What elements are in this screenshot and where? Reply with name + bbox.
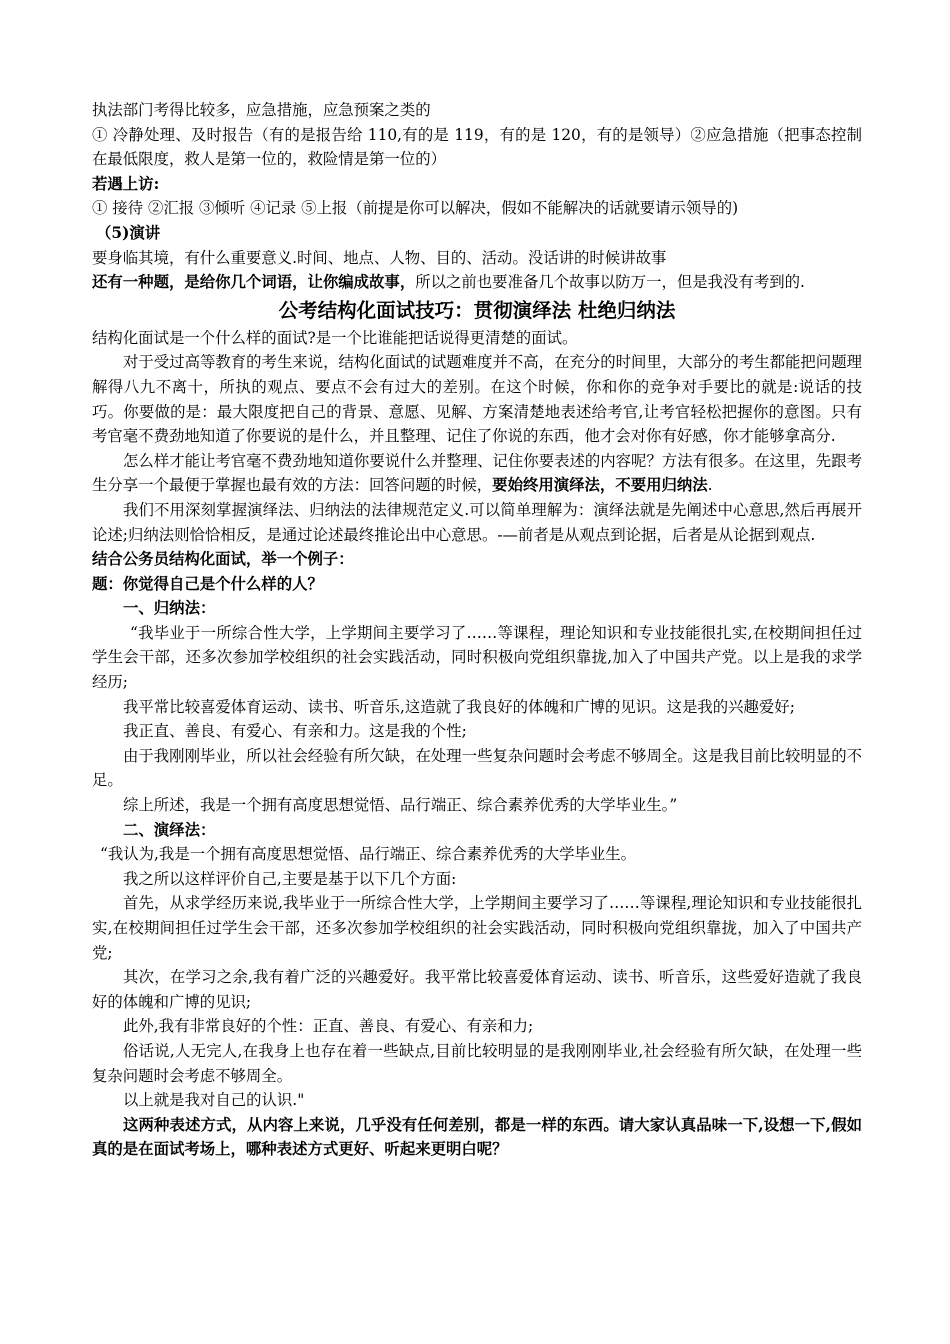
inductive-paragraph-3: 我正直、善良、有爱心、有亲和力。这是我的个性; [123,722,467,741]
deductive-heading: 二、演绎法： [123,820,216,839]
story-rest: 所以之前也要准备几个故事以防万一，但是我没有考到的. [415,273,805,292]
visit-heading: 若遇上访: [92,174,160,193]
deductive-paragraph-7: 以上就是我对自己的认识." [123,1091,305,1110]
document-page [92,98,862,1162]
article-title: 公考结构化面试技巧：贯彻演绎法 杜绝归纳法 [278,298,676,322]
deductive-paragraph-2: 我之所以这样评价自己,主要是基于以下几个方面: [123,869,457,888]
story-paragraph [92,270,862,295]
conclusion: 这两种表述方式，从内容上来说，几乎没有任何差别，都是一样的东西。请大家认真品味一下,设想一下,假如真的是在面试考场上，哪种表述方式更好、听起来更明白呢？ [92,1115,862,1159]
article-paragraph-1: 对于受过高等教育的考生来说，结构化面试的试题难度并不高，在充分的时间里，大部分的考生都能把问题理解得八九不离十，所执的观点、要点不会有过大的差别。在这个时候，你和你的竞争对手要比的就是:说话的技巧。你要做的是：最大限度把自己的背景、意愿、见解、方案清楚地表述给考官,让考官轻松把握你的意图。只有考官毫不费劲地知道了你要说的是什么，并且整理、记住了你说的东西，他才会对你有好感，你才能够拿高分. [92,353,862,446]
visit-steps: ① 接待 ②汇报 ③倾听 ④记录 ⑤上报（前提是你可以解决，假如不能解决的话就要请示领导的) [92,199,739,218]
question: 题：你觉得自己是个什么样的人？ [92,574,323,593]
para2-end: . [707,476,713,495]
inductive-paragraph-2: 我平常比较喜爱体育运动、读书、听音乐,这造就了我良好的体魄和广博的见识。这是我的兴趣爱好; [123,697,795,716]
inductive-paragraph-4: 由于我刚刚毕业，所以社会经验有所欠缺，在处理一些复杂问题时会考虑不够周全。这是我目前比较明显的不足。 [92,746,862,790]
deductive-paragraph-4: 其次，在学习之余,我有着广泛的兴趣爱好。我平常比较喜爱体育运动、读书、听音乐，这些爱好造就了我良好的体魄和广博的见识; [92,968,862,1011]
para2-start: 怎么样才能让考官毫不费劲地知道你要说什么并整理、记住你要表述的内容呢？方法有很多。在这里，先跟考生分享一个最便于掌握也最有效的方法：回答问题的时候， [92,451,862,495]
para2-bold: 要始终用演绎法，不要用归纳法 [492,476,708,495]
example-heading: 结合公务员结构化面试，举一个例子： [92,550,354,569]
deductive-paragraph-3: 首先，从求学经历来说,我毕业于一所综合性大学，上学期间主要学习了……等课程,理论知识和专业技能很扎实,在校期间担任过学生会干部，还多次参加学校组织的社会实践活动，同时积极向党组织靠拢，加入了中国共产党; [92,894,862,962]
inductive-paragraph-5: 综上所述，我是一个拥有高度思想觉悟、品行端正、综合素养优秀的大学毕业生。” [123,796,678,815]
article-intro: 结构化面试是一个什么样的面试?是一个比谁能把话说得更清楚的面试。 [92,328,578,347]
intro-line: 执法部门考得比较多，应急措施，应急预案之类的 [92,101,431,119]
deductive-paragraph-5: 此外,我有非常良好的个性：正直、善良、有爱心、有亲和力; [123,1017,534,1036]
article-paragraph-2 [92,449,862,498]
speech-heading: （5)演讲 [96,223,161,242]
story-bold: 还有一种题，是给你几个词语，让你编成故事， [92,273,416,292]
emergency-measures: ① 冷静处理、及时报告（有的是报告给 110,有的是 119，有的是 120，有的是领导）②应急措施（把事态控制在最低限度，救人是第一位的，救险情是第一位的） [92,125,862,169]
inductive-heading: 一、归纳法： [123,599,216,618]
article-paragraph-3: 我们不用深刻掌握演绎法、归纳法的法律规范定义.可以简单理解为：演绎法就是先阐述中心意思,然后再展开论述;归纳法则恰恰相反，是通过论述最终推论出中心意思。-—前者是从观点到论据，后者是从论据到观点. [92,500,862,544]
deductive-paragraph-1: “我认为,我是一个拥有高度思想觉悟、品行端正、综合素养优秀的大学毕业生。 [100,845,637,864]
deductive-paragraph-6: 俗话说,人无完人,在我身上也存在着一些缺点,目前比较明显的是我刚刚毕业,社会经验有所欠缺，在处理一些复杂问题时会考虑不够周全。 [92,1041,862,1085]
inductive-paragraph-1: “我毕业于一所综合性大学，上学期间主要学习了……等课程，理论知识和专业技能很扎实,在校期间担任过学生会干部，还多次参加学校组织的社会实践活动，同时积极向党组织靠拢,加入了中国共产党。以上是我的求学经历; [92,623,862,692]
speech-text: 要身临其境，有什么重要意义.时间、地点、人物、目的、活动。没话讲的时候讲故事 [92,248,667,267]
